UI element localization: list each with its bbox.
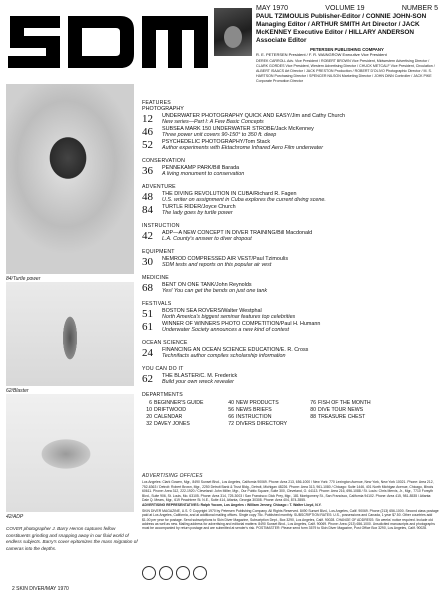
toc-entry-description: Technifacts author compiles scholarship information [162,353,286,359]
section-conservation: CONSERVATION [142,158,186,164]
toc-entry-description: Three power unit covers 90-150° to 350 ft. deep [162,132,277,138]
seal-icon [142,566,156,580]
blaster-photo [6,282,134,386]
toc-entry-title: SUBSEA MARK 150 UNDERWATER STROBE/Jack McKenney [162,126,314,132]
adventure-entries [142,191,438,216]
toc-page-number: 12 [142,113,153,125]
toc-entry-text [162,204,438,216]
toc-entry-description: Build your own wreck revealer [162,379,234,385]
photo-column [0,84,134,554]
toc-entry-text [162,308,438,320]
department-page: 6 [149,400,152,406]
section-photography: PHOTOGRAPHY [142,106,184,112]
toc-entry-description: Author experiments with Ektachrome Infrared Aero Film underwater [162,145,323,151]
toc-entry-text [162,191,438,203]
section-festivals: FESTIVALS [142,301,172,307]
toc-entry-title: BOSTON SEA ROVERS/Walter Westphal [162,308,262,314]
footer-magazine: SKIN DIVER/MAY 1970 [16,586,69,592]
department-page [306,421,318,427]
toc-entry[interactable] [142,308,438,320]
publisher-company: PETERSEN PUBLISHING COMPANY [310,47,384,52]
toc-entry[interactable] [142,282,438,294]
toc-entry-title: THE BLASTER/C. M. Frederick [162,373,238,379]
adp-photo [6,394,134,512]
advertising-block [142,474,439,531]
department-page: 66 [228,414,234,420]
department-name[interactable]: NEWS BRIEFS [236,407,272,413]
photo-caption-blaster: 62/Blaster [6,388,29,394]
section-medicine: MEDICINE [142,275,169,281]
cover-thumbnail-title [216,10,250,18]
toc-page-number: 51 [142,308,153,320]
turtle-rider-photo [6,84,134,274]
toc-entry-title: ADP—A NEW CONCEPT IN DIVER TRAINING/Bill Macdonald [162,230,313,236]
toc-entry-title: PSYCHEDELIC PHOTOGRAPHY/Tom Stack [162,139,271,145]
department-page: 10 [146,407,152,413]
toc-entry-text [162,347,438,359]
toc-page-number: 48 [142,191,153,203]
toc-entry-text [162,321,438,333]
department-page: 32 [146,421,152,427]
advertising-offices: Los Angeles: Clark Gowen, Mgr., 8490 Sunset Blvd., Los Angeles, California 90069. Phone: Area 213, 656-1000 / New York: 770 Lexington Avenue, New York, New York 10021. Phone: Area 212, 752-6363 / Detroit: Robert Brown, Mgr., 2250 Detroit Bank & Trust Bldg., Detroit, Michigan 48226. Phone: Area 313, 961-1080 / Chicago: Suite 1446, 401 North Michigan Avenue, Chicago, Illinois 60611. Phone: Area 312, 222-1920 / Cleveland: John Miller, Mgr., Our Public Square, Suite 300, Cleveland, O. 44113. Phone: Area 216, 696-1088 / St. Louis: Chris Mervis, Jr., Mgr., 7710 Forsyth Blvd., Suite 906, St. Louis, Mo. 63105. Phone: Area 314, 725-3003 / San Francisco: Dick Prey, Mgr., 181 Montgomery St., San Francisco, California 94102. Phone: Area 415, 981-8535 / Atlanta: Dale Q. Mears, Mgr., 619 Peachtree St. N.E., Suite 414, Atlanta, Georgia 30308. Phone: Area 404, 874-3555. [142,480,434,503]
department-name[interactable] [318,421,418,427]
issue-line [256,5,438,12]
festival-entries [142,308,438,333]
seal-icon [159,566,173,580]
publisher-block [256,47,438,57]
toc-entry-description: L.A. County's answer to diver dropout [162,236,252,242]
department-name[interactable]: INSTRUCTION [236,414,272,420]
toc-entry[interactable] [142,256,438,268]
toc-entry-text [162,373,438,385]
section-you-can-do-it: YOU CAN DO IT [142,366,184,372]
toc-entry-description: The lady goes by turtle power [162,210,233,216]
section-ocean-science: OCEAN SCIENCE [142,340,188,346]
skin-diver-logo [2,12,210,72]
section-features: FEATURES [142,100,171,106]
photo-caption-turtle: 84/Turtle power [6,276,41,282]
issue-volume: VOLUME 19 [325,5,365,12]
issue-number: NUMBER 5 [401,5,438,12]
toc-page-number: 84 [142,204,153,216]
advertising-representatives: ADVERTISING REPRESENTATIVES: Ralph Yocom, Los Angeles • William Jenney, Chicago • T. Walter Lloyd, N.Y. [142,503,322,508]
toc-entry-description: SDM tests and reports on this popular air vest [162,262,272,268]
toc-entry-title: FINANCING AN OCEAN SCIENCE EDUCATION/E. R. Cross [162,347,309,353]
departments-grid [142,400,438,427]
toc-entry-title: NEMROD COMPRESSED AIR VEST/Paul Tzimoulis [162,256,289,262]
toc-entry[interactable] [142,126,438,138]
department-name[interactable]: BEGINNER'S GUIDE [154,400,204,406]
section-departments: DEPARTMENTS [142,392,183,398]
toc-entry[interactable] [142,230,438,242]
toc-entry-text [162,139,438,151]
toc-entry-title: BENT ON ONE TANK/John Reynolds [162,282,252,288]
toc-page-number: 61 [142,321,153,333]
department-page: 20 [146,414,152,420]
toc-entry-text [162,165,438,177]
toc-entry-title: UNDERWATER PHOTOGRAPHY QUICK AND EASY/Jim and Cathy Church [162,113,346,119]
department-name[interactable]: CALENDAR [154,414,183,420]
association-seals [142,566,207,580]
toc-entry-title: TURTLE RIDER/Joyce Church [162,204,236,210]
medicine-entries [142,282,438,294]
toc-entry[interactable] [142,139,438,151]
toc-entry[interactable] [142,204,438,216]
toc-entry-text [162,256,438,268]
equipment-entries [142,256,438,268]
toc-entry-description: A living monument to conservation [162,171,245,177]
masthead [0,0,443,83]
toc-entry-text [162,113,438,125]
toc-entry[interactable] [142,191,438,203]
toc-entry-description: Yes! You can get the bends on just one tank [162,288,268,294]
photography-entries [142,113,438,151]
toc-entry-text [162,126,438,138]
editorial-staff: PAUL TZIMOULIS Publisher-Editor / CONNIE JOHN-SON Managing Editor / ARTHUR SMITH Art Director / JACK McKENNEY Executive Editor / HILLARY ANDERSON Associate Editor [256,13,427,44]
cover-credit: COVER photographer J. Barry Herron captures fellow constituents grinding and snapping away in our fluid world of endless subjects. Barry's cover epitomizes the mass migration of cameras into the depths. [6,526,138,551]
cover-thumbnail [214,8,252,56]
department-page: 88 [310,414,316,420]
toc-entry-description: New series—Part I: A Few Basic Concepts [162,119,264,125]
page-footer [12,586,69,592]
header-info [256,5,438,84]
toc-page-number: 46 [142,126,153,138]
legal-notice: SKIN DIVER MAGAZINE, U.S. © Copyright 1970 by Petersen Publishing Company. All Rights Reserved. 8490 Sunset Blvd., Los Angeles, Calif. 90069. Phone (213) 656-1000. Second class postage paid at Los Angeles, California, and at additional mailing offices. Single copy 75c. Published monthly. SUBSCRIPTION RATES: U.S., possessions and Canada, 1 year $7.50. Other countries add $1.00 per year for postage. Send subscriptions to Skin Diver Magazine, Subscription Dept., Box 3290, Los Angeles, Calif. 90028. CHANGE OF ADDRESS: Six weeks' notice required. Include old address as well as new. Mailing address for advertising and editorial matters: 8490 Sunset Blvd., Los Angeles, Calif. 90069. Phone: Area (213) 656-1000. Unsolicited manuscripts and photographs must be accompanied by return postage and are submitted at sender's risk. POSTMASTER: Please send form 3579 to Skin Diver Magazine, Post Office Box 3290, Los Angeles, Calif. 90028. [142,508,439,531]
seal-icon [193,566,207,580]
department-page: 40 [228,400,234,406]
department-page: 56 [228,407,234,413]
department-name[interactable]: TREASURE CHEST [318,414,366,420]
department-name[interactable]: FISH OF THE MONTH [318,400,371,406]
cover-diver-figure [224,26,242,48]
toc-page-number: 62 [142,373,153,385]
section-adventure: ADVENTURE [142,184,176,190]
publisher-officers: R. E. PETERSEN President / F. R. WAINGROW Executive Vice President [256,52,387,57]
toc-entry[interactable] [142,321,438,333]
department-name[interactable]: DRIFTWOOD [154,407,186,413]
diy-entries [142,373,438,385]
toc-page-number: 42 [142,230,153,242]
toc-entry[interactable] [142,373,438,385]
ocean-entries [142,347,438,359]
toc-entry[interactable] [142,113,438,125]
toc-page-number: 68 [142,282,153,294]
section-instruction: INSTRUCTION [142,223,180,229]
instruction-entries [142,230,438,242]
toc-page-number: 30 [142,256,153,268]
seal-icon [176,566,190,580]
sdm-logo-graphic [2,12,210,72]
department-page: 76 [310,400,316,406]
department-name[interactable]: DAVEY JONES [154,421,190,427]
toc-page-number: 36 [142,165,153,177]
department-name[interactable]: DIVE TOUR NEWS [318,407,364,413]
toc-entry[interactable] [142,347,438,359]
toc-page-number: 24 [142,347,153,359]
corporate-staff: DEREK CARROLL Adv. Vice President / ROBERT BROWN Vice President, Midwestern Advertising Director / CLARK GORDES Vice President, Western Advertising Director / CHUCK METCALF Vice President, Circulation / ALBERT ISAACS Art Director / JACK PRESTON Production / ROBERT D'OLIVO Photographic Director / M. S. HARTSON Purchasing Director / SPENCER NILSON Marketing Director / JOHN DINN Controller / JACK PIKE Corporate Promotion Director [256,59,435,83]
photo-caption-adp: 42/ADP [6,514,24,520]
advertising-heading: ADVERTISING OFFICES [142,473,203,479]
toc-entry-description: Underwater Society announces a new kind of contest [162,327,290,333]
section-equipment: EQUIPMENT [142,249,175,255]
department-page: 80 [310,407,316,413]
toc-entry[interactable] [142,165,438,177]
table-of-contents [142,100,438,427]
toc-entry-text [162,230,438,242]
toc-entry-title: WINNER OF WINNERS PHOTO COMPETITION/Paul H. Humann [162,321,321,327]
toc-entry-description: North America's biggest seminar features top celebrities [162,314,296,320]
conservation-entries [142,165,438,177]
toc-entry-description: U.S. writer on assignment in Cuba explores the current diving scene. [162,197,326,203]
department-page: 72 [228,421,234,427]
page-number: 2 [12,586,15,592]
issue-date: MAY 1970 [256,5,289,12]
toc-page-number: 52 [142,139,153,151]
department-name[interactable]: DIVERS DIRECTORY [236,421,288,427]
toc-entry-text [162,282,438,294]
toc-entry-title: THE DIVING REVOLUTION IN CUBA/Richard R. Fagen [162,191,297,197]
department-name[interactable]: NEW PRODUCTS [236,400,279,406]
toc-entry-title: PENNEKAMP PARK/Bill Barada [162,165,240,171]
